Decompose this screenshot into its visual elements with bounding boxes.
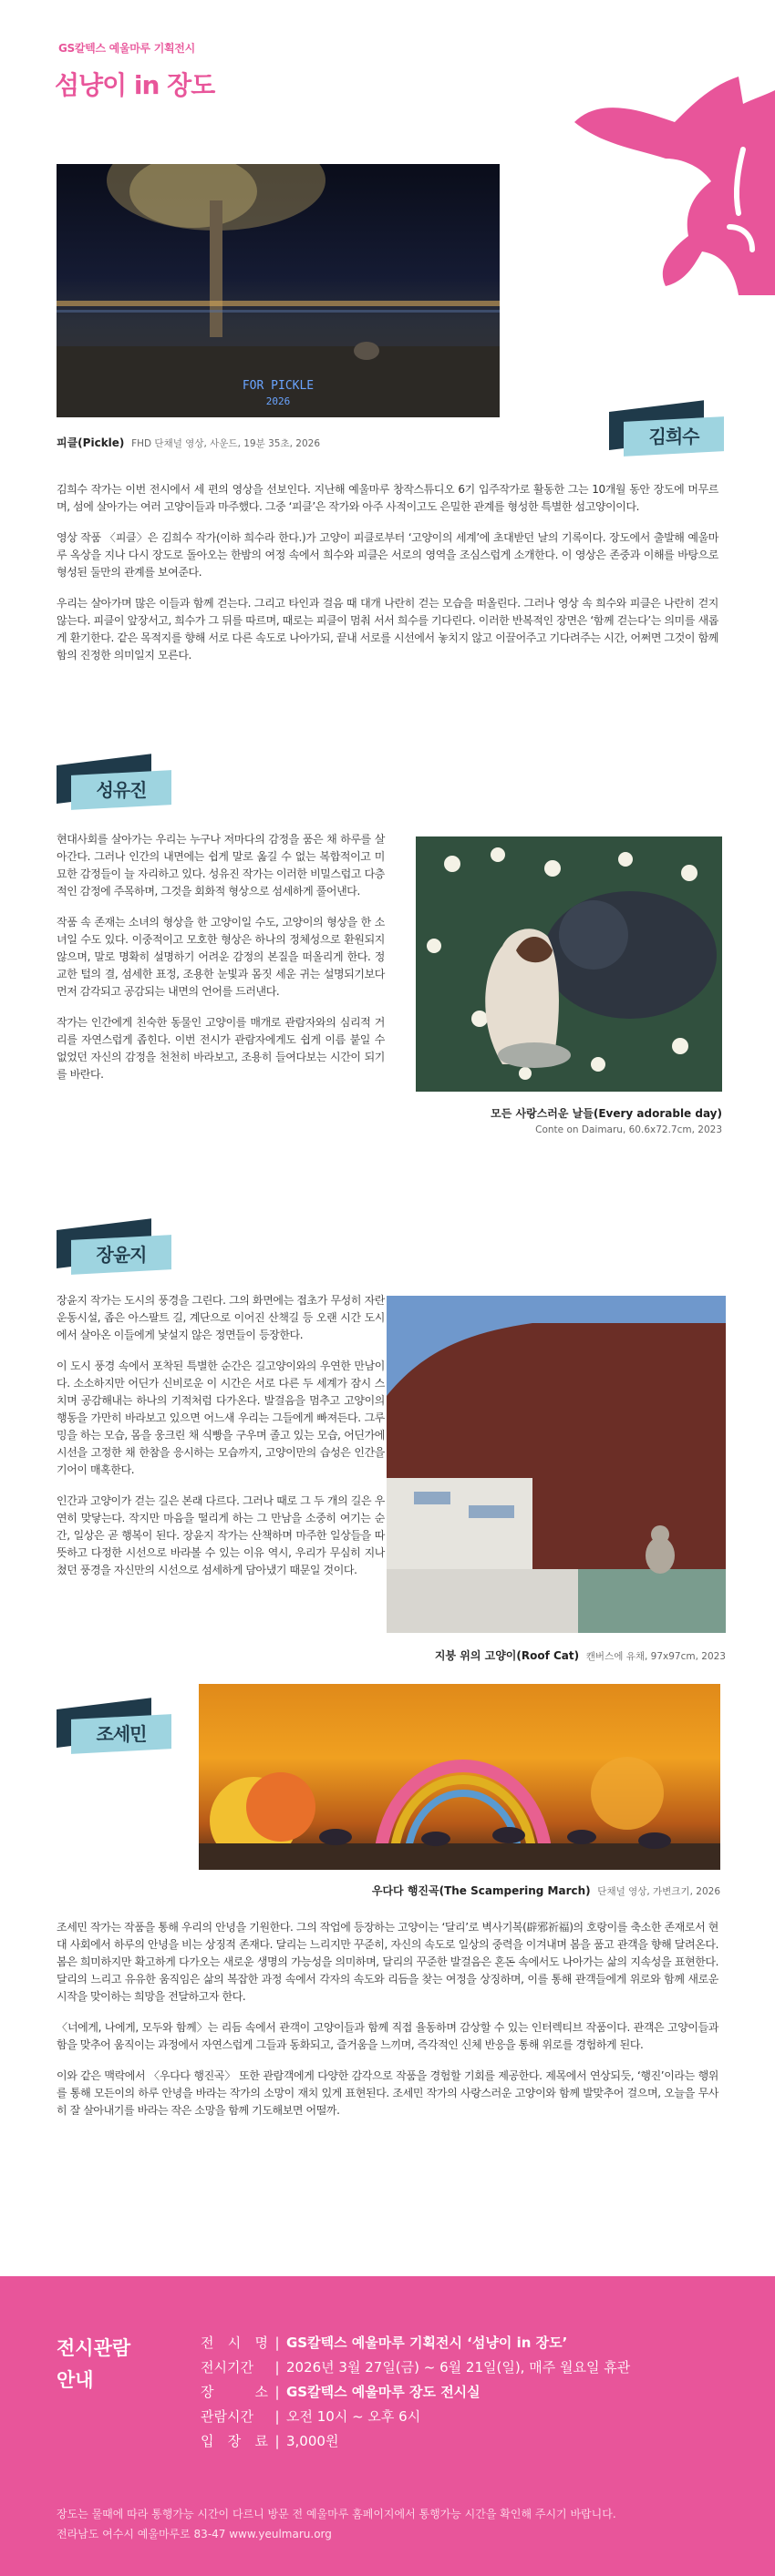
info-key: 입 장 료 xyxy=(201,2433,268,2449)
paragraph: 〈너에게, 나에게, 모두와 함께〉는 리듬 속에서 관객이 고양이들과 함께 직접 율동하며 감상할 수 있는 인터렉티브 작품이다. 관객은 고양이들과 함을 맞추어 움직이는 과정에서 자연스럽게 그들과 동화되고, 즐거움을 느끼며, 즉각적인 신체 반응을 통해 위로를 경험하게 된다. xyxy=(57,2021,718,2051)
artist-description-josemin xyxy=(57,1919,718,2133)
artist-name: 김희수 xyxy=(648,426,699,447)
artwork-image-scampering-march xyxy=(199,1684,720,1870)
info-separator: | xyxy=(274,2433,280,2449)
info-title-line: 전시관람 xyxy=(57,2337,131,2359)
paragraph: 영상 작품 〈피클〉은 김희수 작가(이하 희수라 한다.)가 고양이 피클로부터 ‘고양이의 세계’에 초대받던 날의 기록이다. 장도에서 출발해 예울마루 옥상을 지나 다시 장도로 돌아오는 한밤의 여정 속에서 희수와 피클은 서로의 영역을 조심스럽게 소개한다. 이 영상은 존중과 이해를 바탕으로 형성된 둘만의 관계를 보여준다. xyxy=(57,531,718,579)
info-key: 전 시 명 xyxy=(201,2335,268,2351)
exhibition-subtitle: GS칼텍스 예울마루 기획전시 xyxy=(58,42,195,55)
paragraph: 현대사회를 살아가는 우리는 누구나 저마다의 감정을 품은 채 하루를 살아간다. 그러나 인간의 내면에는 쉽게 말로 옮길 수 없는 복합적이고 미묘한 감정들이 늘 자리하고 있다. 성유진 작가는 이러한 비밀스럽고 다층적인 감정에 주목하며, 그것을 회화적 형상으로 섬세하게 풀어낸다. xyxy=(57,833,385,898)
artwork-title: 모든 사랑스러운 날들(Every adorable day) xyxy=(491,1107,722,1120)
info-row-place xyxy=(201,2380,630,2405)
image-caption-year: 2026 xyxy=(265,395,291,407)
artwork-meta: FHD 단채널 영상, 사운드, 19분 35초, 2026 xyxy=(131,438,320,449)
artist-tag-kimheesu xyxy=(609,412,728,454)
info-key: 전시기간 xyxy=(201,2359,253,2376)
info-key: 관람시간 xyxy=(201,2408,253,2425)
paragraph: 조세민 작가는 작품을 통해 우리의 안녕을 기원한다. 그의 작업에 등장하는 고양이는 ‘달리’로 벽사기복(辟邪祈福)의 호랑이를 축소한 존재로서 현대 사회에서 하루의 안녕을 비는 상징적 존재다. 달리는 느리지만 꾸준히, 자신의 속도로 일상의 중력을 이겨내며 봄을 품고 관객을 향해 달려온다. 봄은 희미하지만 확고하게 다가오는 새로운 생명의 가능성을 의미하며, 달리의 꾸준한 발걸음은 혼돈 속에서도 나아가는 삶의 지속성을 표현한다. 달리의 느리고 유유한 움직임은 삶의 복잡한 과정 속에서 각자의 속도와 리듬을 찾는 여정을 상징하며, 이를 통해 관객들에게 위로와 함께 새로운 시작을 맞이하는 희망을 전달하고자 한다. xyxy=(57,1921,718,2003)
artist-description-kimheesu xyxy=(57,481,718,678)
info-table xyxy=(201,2331,630,2454)
notice-line: 장도는 물때에 따라 통행가능 시간이 다르니 방문 전 예울마루 홈페이지에서 통행가능 시간을 확인해 주시기 바랍니다. xyxy=(57,2508,616,2520)
info-separator: | xyxy=(274,2359,280,2376)
info-row-fee xyxy=(201,2429,630,2454)
artist-description-jangyunji xyxy=(57,1292,385,1593)
artist-name: 조세민 xyxy=(96,1723,147,1745)
address-line: 전라남도 여수시 예울마루로 83-47 www.yeulmaru.org xyxy=(57,2528,332,2540)
info-separator: | xyxy=(274,2408,280,2425)
pink-cat-illustration xyxy=(556,58,775,295)
info-key: 장 소 xyxy=(201,2384,268,2400)
info-value: 2026년 3월 27일(금) ~ 6월 21일(일), 매주 월요일 휴관 xyxy=(286,2359,631,2376)
artwork-caption-roof-cat xyxy=(387,1647,726,1663)
paragraph: 인간과 고양이가 걷는 길은 본래 다르다. 그러나 때로 그 두 개의 길은 우연히 맞닿는다. 작지만 마음을 떨리게 하는 그 만남을 소중히 여기는 순간, 일상은 곧 행복이 된다. 장윤지 작가는 산책하며 마주한 일상들을 따뜻하고 다정한 시선으로 바라볼 수 있는 이유 역시, 우리가 무심히 지나쳤던 풍경을 자신만의 시선으로 섬세하게 담아냈기 때문일 것이다. xyxy=(57,1494,385,1576)
info-separator: | xyxy=(274,2335,280,2351)
info-value: 오전 10시 ~ 오후 6시 xyxy=(286,2408,421,2425)
info-row-period xyxy=(201,2355,630,2380)
artwork-meta: 캔버스에 유채, 97x97cm, 2023 xyxy=(585,1651,726,1662)
artist-name: 장윤지 xyxy=(96,1244,147,1266)
exhibition-title: 섬냥이 in 장도 xyxy=(55,70,215,100)
info-row-hours xyxy=(201,2405,630,2429)
paragraph: 우리는 살아가며 많은 이들과 함께 걷는다. 그리고 타인과 걸음 때 대개 나란히 걷는 모습을 떠올린다. 그러나 영상 속 희수와 피클은 나란히 걷지 않는다. 피클이 앞장서고, 희수가 그 뒤를 따르며, 때로는 피클이 멈춰 서서 희수를 기다린다. 이러한 반복적인 장면은 ‘함께 걷는다’는 의미를 새롭게 환기한다. 같은 목적지를 향해 서로 다른 속도로 나아가되, 끝내 서로를 시선에서 놓치지 않고 이끌어주고 기다려주는 시간, 어쩌면 그것이 함께함의 진정한 의미일지 모른다. xyxy=(57,597,718,662)
info-value: GS칼텍스 예울마루 기획전시 ‘섬냥이 in 장도’ xyxy=(286,2335,568,2351)
visit-notice xyxy=(57,2504,616,2544)
info-value: 3,000원 xyxy=(286,2433,339,2449)
artist-description-seongyujin xyxy=(57,831,385,1097)
info-title xyxy=(57,2333,130,2396)
info-row-name xyxy=(201,2331,630,2355)
artwork-title: 우다다 행진곡(The Scampering March) xyxy=(371,1884,591,1897)
paragraph: 이 도시 풍경 속에서 포착된 특별한 순간은 길고양이와의 우연한 만남이다. 소소하지만 어딘가 신비로운 이 시간은 서로 다른 두 세계가 잠시 스치며 공감해내는 하나의 기적처럼 다가온다. 발걸음을 멈추고 고양이의 행동을 가만히 바라보고 있으면 어느새 우리는 그들에게 빠져든다. 그루밍을 하는 모습, 몸을 웅크린 채 식빵을 구우며 졸고 있는 모습, 어딘가에 시선을 고정한 채 한참을 응시하는 모습까지, 고양이만의 습성은 인간을 기어이 매혹한다. xyxy=(57,1360,385,1476)
artist-tag-seongyujin xyxy=(57,765,175,807)
artwork-caption-scampering-march xyxy=(199,1883,720,1898)
artist-tag-jangyunji xyxy=(57,1230,175,1272)
info-title-line: 안내 xyxy=(57,2369,94,2391)
artwork-title: 지붕 위의 고양이(Roof Cat) xyxy=(434,1649,580,1662)
artwork-image-pickle xyxy=(57,164,500,417)
paragraph: 작가는 인간에게 친숙한 동물인 고양이를 매개로 관람자와의 심리적 거리를 자연스럽게 좁힌다. 이번 전시가 관람자에게도 쉽게 이름 붙일 수 없었던 자신의 감정을 천천히 바라보고, 조용히 들여다보는 시간이 되기를 바란다. xyxy=(57,1016,385,1081)
info-separator: | xyxy=(274,2384,280,2400)
artwork-caption-pickle xyxy=(57,435,320,450)
artwork-image-every-adorable-day xyxy=(416,836,722,1092)
paragraph: 이와 같은 맥락에서 〈우다다 행진곡〉 또한 관람객에게 다양한 감각으로 작품을 경험할 기회를 제공한다. 제목에서 연상되듯, ‘행진’이라는 행위를 통해 모든이의 하루 안녕을 바라는 작가의 소망이 재치 있게 표현된다. 조세민 작가의 사랑스러운 고양이와 함께 발맞추어 걸으며, 오늘을 무사히 잘 살아내기를 바라는 작은 소망을 함께 기도해보면 어떨까. xyxy=(57,2069,718,2117)
artwork-title: 피클(Pickle) xyxy=(57,436,125,449)
artist-tag-josemin xyxy=(57,1709,175,1751)
info-value: GS칼텍스 예울마루 장도 전시실 xyxy=(286,2384,480,2400)
paragraph: 장윤지 작가는 도시의 풍경을 그린다. 그의 화면에는 접초가 무성히 자란 운동시설, 좁은 아스팔트 길, 계단으로 이어진 산책길 등 오랜 시간 도시에서 살아온 이들에게 낯설지 않은 정면들이 등장한다. xyxy=(57,1294,385,1341)
artist-name: 성유진 xyxy=(96,779,147,801)
artwork-meta: 단채널 영상, 가변크기, 2026 xyxy=(597,1886,720,1897)
artwork-meta: Conte on Daimaru, 60.6x72.7cm, 2023 xyxy=(535,1124,722,1135)
artwork-caption-every-adorable-day xyxy=(416,1105,722,1121)
paragraph: 김희수 작가는 이번 전시에서 세 편의 영상을 선보인다. 지난해 예울마루 창작스튜디오 6기 입주작가로 활동한 그는 10개월 동안 장도에 머무르며, 섬에 살아가는 여러 고양이들과 마주했다. 그중 ‘피클’은 작가와 아주 사적이고도 은밀한 관계를 형성한 특별한 섬고양이이다. xyxy=(57,483,718,513)
paragraph: 작품 속 존재는 소녀의 형상을 한 고양이일 수도, 고양이의 형상을 한 소녀일 수도 있다. 이중적이고 모호한 형상은 하나의 정체성으로 환원되지 않으며, 말로 명확히 설명하기 어려운 감정의 본질을 떠올리게 한다. 정교한 털의 결, 섬세한 표정, 조용한 눈빛과 몸짓 세운 귀는 설명되기보다 먼저 감각되고 공감되는 내면의 언어를 드러낸다. xyxy=(57,916,385,998)
artwork-image-roof-cat xyxy=(387,1296,726,1633)
image-caption-for-pickle: FOR PICKLE xyxy=(242,379,315,393)
